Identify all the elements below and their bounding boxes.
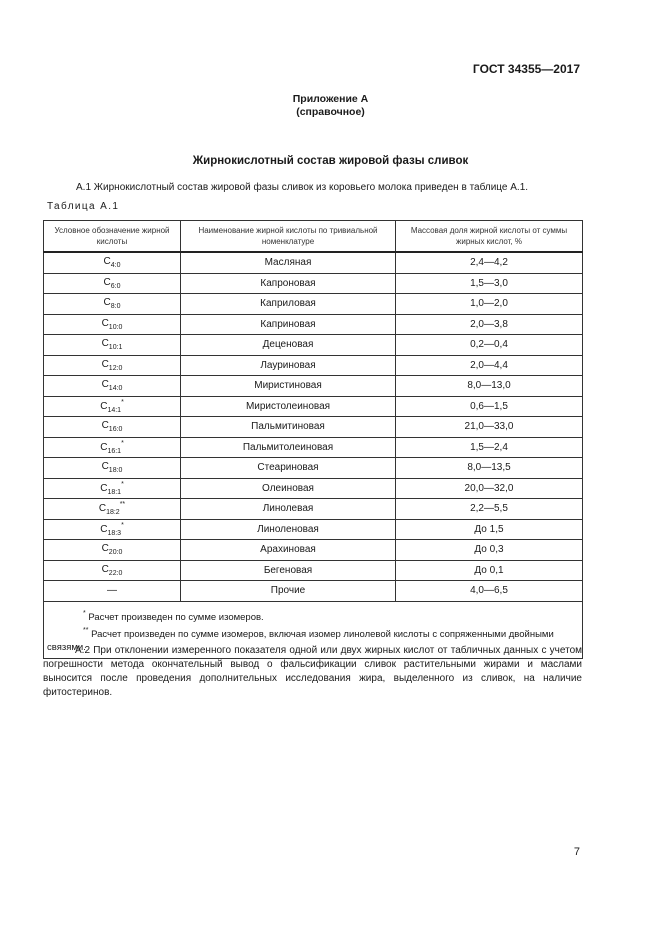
acid-designation bbox=[44, 314, 181, 335]
acid-mass-fraction: До 0,3 bbox=[396, 540, 583, 561]
acid-footnote-mark: * bbox=[121, 521, 124, 529]
acid-symbol: C bbox=[100, 523, 108, 535]
acid-designation bbox=[44, 560, 181, 581]
acid-mass-fraction: 1,5—2,4 bbox=[396, 437, 583, 458]
acid-subscript: 8:0 bbox=[110, 303, 121, 311]
acid-footnote-mark: ** bbox=[119, 501, 126, 509]
table-header-row bbox=[44, 221, 583, 253]
acid-designation bbox=[44, 396, 181, 417]
acid-symbol: C bbox=[101, 379, 109, 391]
appendix-subtitle: (справочное) bbox=[296, 106, 365, 118]
acid-subscript: 14:0 bbox=[108, 385, 123, 393]
acid-mass-fraction: 1,5—3,0 bbox=[396, 273, 583, 294]
acid-symbol: C bbox=[103, 297, 111, 309]
acid-mass-fraction: 21,0—33,0 bbox=[396, 417, 583, 438]
footnote-text: Расчет произведен по сумме изомеров, включая изомер линолевой кислоты с сопряженными двойными связями. bbox=[47, 628, 554, 653]
acid-subscript: 4:0 bbox=[110, 262, 121, 270]
table-row bbox=[44, 294, 583, 315]
table-row bbox=[44, 376, 583, 397]
page-number: 7 bbox=[573, 846, 580, 858]
acid-designation bbox=[44, 540, 181, 561]
acid-name: Миристолеиновая bbox=[181, 396, 396, 417]
acid-name: Олеиновая bbox=[181, 478, 396, 499]
acid-designation bbox=[44, 355, 181, 376]
table-body bbox=[44, 252, 583, 658]
acid-designation bbox=[44, 437, 181, 458]
appendix-title: Приложение А bbox=[292, 93, 369, 105]
acid-footnote-mark: * bbox=[121, 398, 124, 406]
acid-subscript: 6:0 bbox=[110, 282, 121, 290]
acid-subscript: 22:0 bbox=[108, 569, 123, 577]
acid-mass-fraction: 2,0—3,8 bbox=[396, 314, 583, 335]
acid-symbol: C bbox=[101, 358, 109, 370]
header-trivial-name: Наименование жирной кислоты по тривиальной номенклатуре bbox=[181, 221, 396, 253]
acid-mass-fraction: 8,0—13,0 bbox=[396, 376, 583, 397]
acid-name: Бегеновая bbox=[181, 560, 396, 581]
acid-mass-fraction: До 0,1 bbox=[396, 560, 583, 581]
acid-subscript: 10:0 bbox=[108, 323, 123, 331]
table-row bbox=[44, 396, 583, 417]
table-row bbox=[44, 560, 583, 581]
acid-subscript: 18:0 bbox=[108, 467, 123, 475]
acid-symbol: C bbox=[103, 276, 111, 288]
fatty-acid-table bbox=[43, 220, 583, 659]
acid-symbol: C bbox=[101, 461, 109, 473]
acid-symbol: C bbox=[98, 503, 107, 515]
acid-mass-fraction: 0,6—1,5 bbox=[396, 396, 583, 417]
acid-subscript: 16:0 bbox=[108, 426, 123, 434]
acid-symbol: — bbox=[107, 585, 117, 597]
acid-name: Каприловая bbox=[181, 294, 396, 315]
table-row bbox=[44, 417, 583, 438]
acid-name: Деценовая bbox=[181, 335, 396, 356]
acid-symbol: C bbox=[100, 482, 108, 494]
acid-subscript: 18:3 bbox=[107, 529, 122, 537]
paragraph-a2: А.2 При отклонении измеренного показателя одной или двух жирных кислот от табличных данных с учетом погрешности метода окончательный вывод о фальсификации сливок растительными жирами и маслами выносится после проведения дополнительных исследования жира, выделенного из сливок, на наличие фитостеринов. bbox=[43, 645, 582, 698]
table-row bbox=[44, 540, 583, 561]
acid-name: Лауриновая bbox=[181, 355, 396, 376]
acid-designation bbox=[44, 519, 181, 540]
intro-paragraph: А.1 Жирнокислотный состав жировой фазы сливок из коровьего молока приведен в таблице А.1. bbox=[76, 182, 529, 193]
acid-name: Капроновая bbox=[181, 273, 396, 294]
footnote-text: Расчет произведен по сумме изомеров. bbox=[88, 611, 264, 623]
acid-symbol: C bbox=[101, 420, 109, 432]
acid-designation bbox=[44, 478, 181, 499]
table-row bbox=[44, 252, 583, 273]
acid-symbol: C bbox=[101, 317, 109, 329]
acid-subscript: 16:1 bbox=[107, 447, 122, 455]
footnote-mark: * bbox=[83, 609, 86, 617]
acid-name: Масляная bbox=[181, 252, 396, 273]
acid-subscript: 12:0 bbox=[108, 364, 123, 372]
acid-name: Линоленовая bbox=[181, 519, 396, 540]
acid-designation bbox=[44, 499, 181, 520]
table-row bbox=[44, 581, 583, 602]
acid-mass-fraction: 4,0—6,5 bbox=[396, 581, 583, 602]
table-row bbox=[44, 519, 583, 540]
acid-symbol: C bbox=[100, 400, 108, 412]
footnote bbox=[47, 607, 579, 624]
acid-mass-fraction: 2,0—4,4 bbox=[396, 355, 583, 376]
table-label: Таблица А.1 bbox=[47, 201, 120, 212]
standard-designation: ГОСТ 34355—2017 bbox=[472, 62, 580, 76]
acid-subscript: 14:1 bbox=[107, 406, 122, 414]
appendix-heading bbox=[0, 93, 661, 119]
table-row bbox=[44, 499, 583, 520]
acid-name: Пальмитолеиновая bbox=[181, 437, 396, 458]
acid-name: Прочие bbox=[181, 581, 396, 602]
acid-subscript: 20:0 bbox=[108, 549, 123, 557]
acid-name: Каприновая bbox=[181, 314, 396, 335]
acid-mass-fraction: 0,2—0,4 bbox=[396, 335, 583, 356]
acid-symbol: C bbox=[103, 256, 111, 268]
table-row bbox=[44, 335, 583, 356]
table-row bbox=[44, 437, 583, 458]
header-designation: Условное обозначение жирной кислоты bbox=[44, 221, 181, 253]
acid-designation bbox=[44, 252, 181, 273]
footnote-mark: ** bbox=[83, 626, 89, 634]
acid-designation bbox=[44, 335, 181, 356]
acid-subscript: 10:1 bbox=[108, 344, 123, 352]
table-row bbox=[44, 355, 583, 376]
acid-name: Линолевая bbox=[181, 499, 396, 520]
header-mass-fraction: Массовая доля жирной кислоты от суммы жирных кислот, % bbox=[396, 221, 583, 253]
acid-symbol: C bbox=[100, 441, 108, 453]
acid-footnote-mark: * bbox=[121, 439, 124, 447]
acid-mass-fraction: 2,2—5,5 bbox=[396, 499, 583, 520]
acid-subscript: 18:1 bbox=[107, 488, 122, 496]
acid-mass-fraction: До 1,5 bbox=[396, 519, 583, 540]
acid-name: Стеариновая bbox=[181, 458, 396, 479]
table-row bbox=[44, 273, 583, 294]
acid-name: Пальмитиновая bbox=[181, 417, 396, 438]
acid-designation bbox=[44, 417, 181, 438]
acid-footnote-mark: * bbox=[121, 480, 124, 488]
acid-symbol: C bbox=[101, 338, 109, 350]
section-title: Жирнокислотный состав жировой фазы сливок bbox=[192, 155, 469, 167]
table-row bbox=[44, 458, 583, 479]
acid-designation bbox=[44, 458, 181, 479]
acid-mass-fraction: 20,0—32,0 bbox=[396, 478, 583, 499]
acid-name: Арахиновая bbox=[181, 540, 396, 561]
acid-designation bbox=[44, 376, 181, 397]
table-row bbox=[44, 314, 583, 335]
acid-symbol: C bbox=[101, 543, 109, 555]
acid-subscript: 18:2 bbox=[106, 509, 120, 517]
acid-symbol: C bbox=[101, 563, 109, 575]
acid-mass-fraction: 8,0—13,5 bbox=[396, 458, 583, 479]
acid-mass-fraction: 2,4—4,2 bbox=[396, 252, 583, 273]
acid-name: Миристиновая bbox=[181, 376, 396, 397]
acid-designation bbox=[44, 294, 181, 315]
acid-designation bbox=[44, 273, 181, 294]
acid-mass-fraction: 1,0—2,0 bbox=[396, 294, 583, 315]
acid-designation bbox=[44, 581, 181, 602]
table-row bbox=[44, 478, 583, 499]
